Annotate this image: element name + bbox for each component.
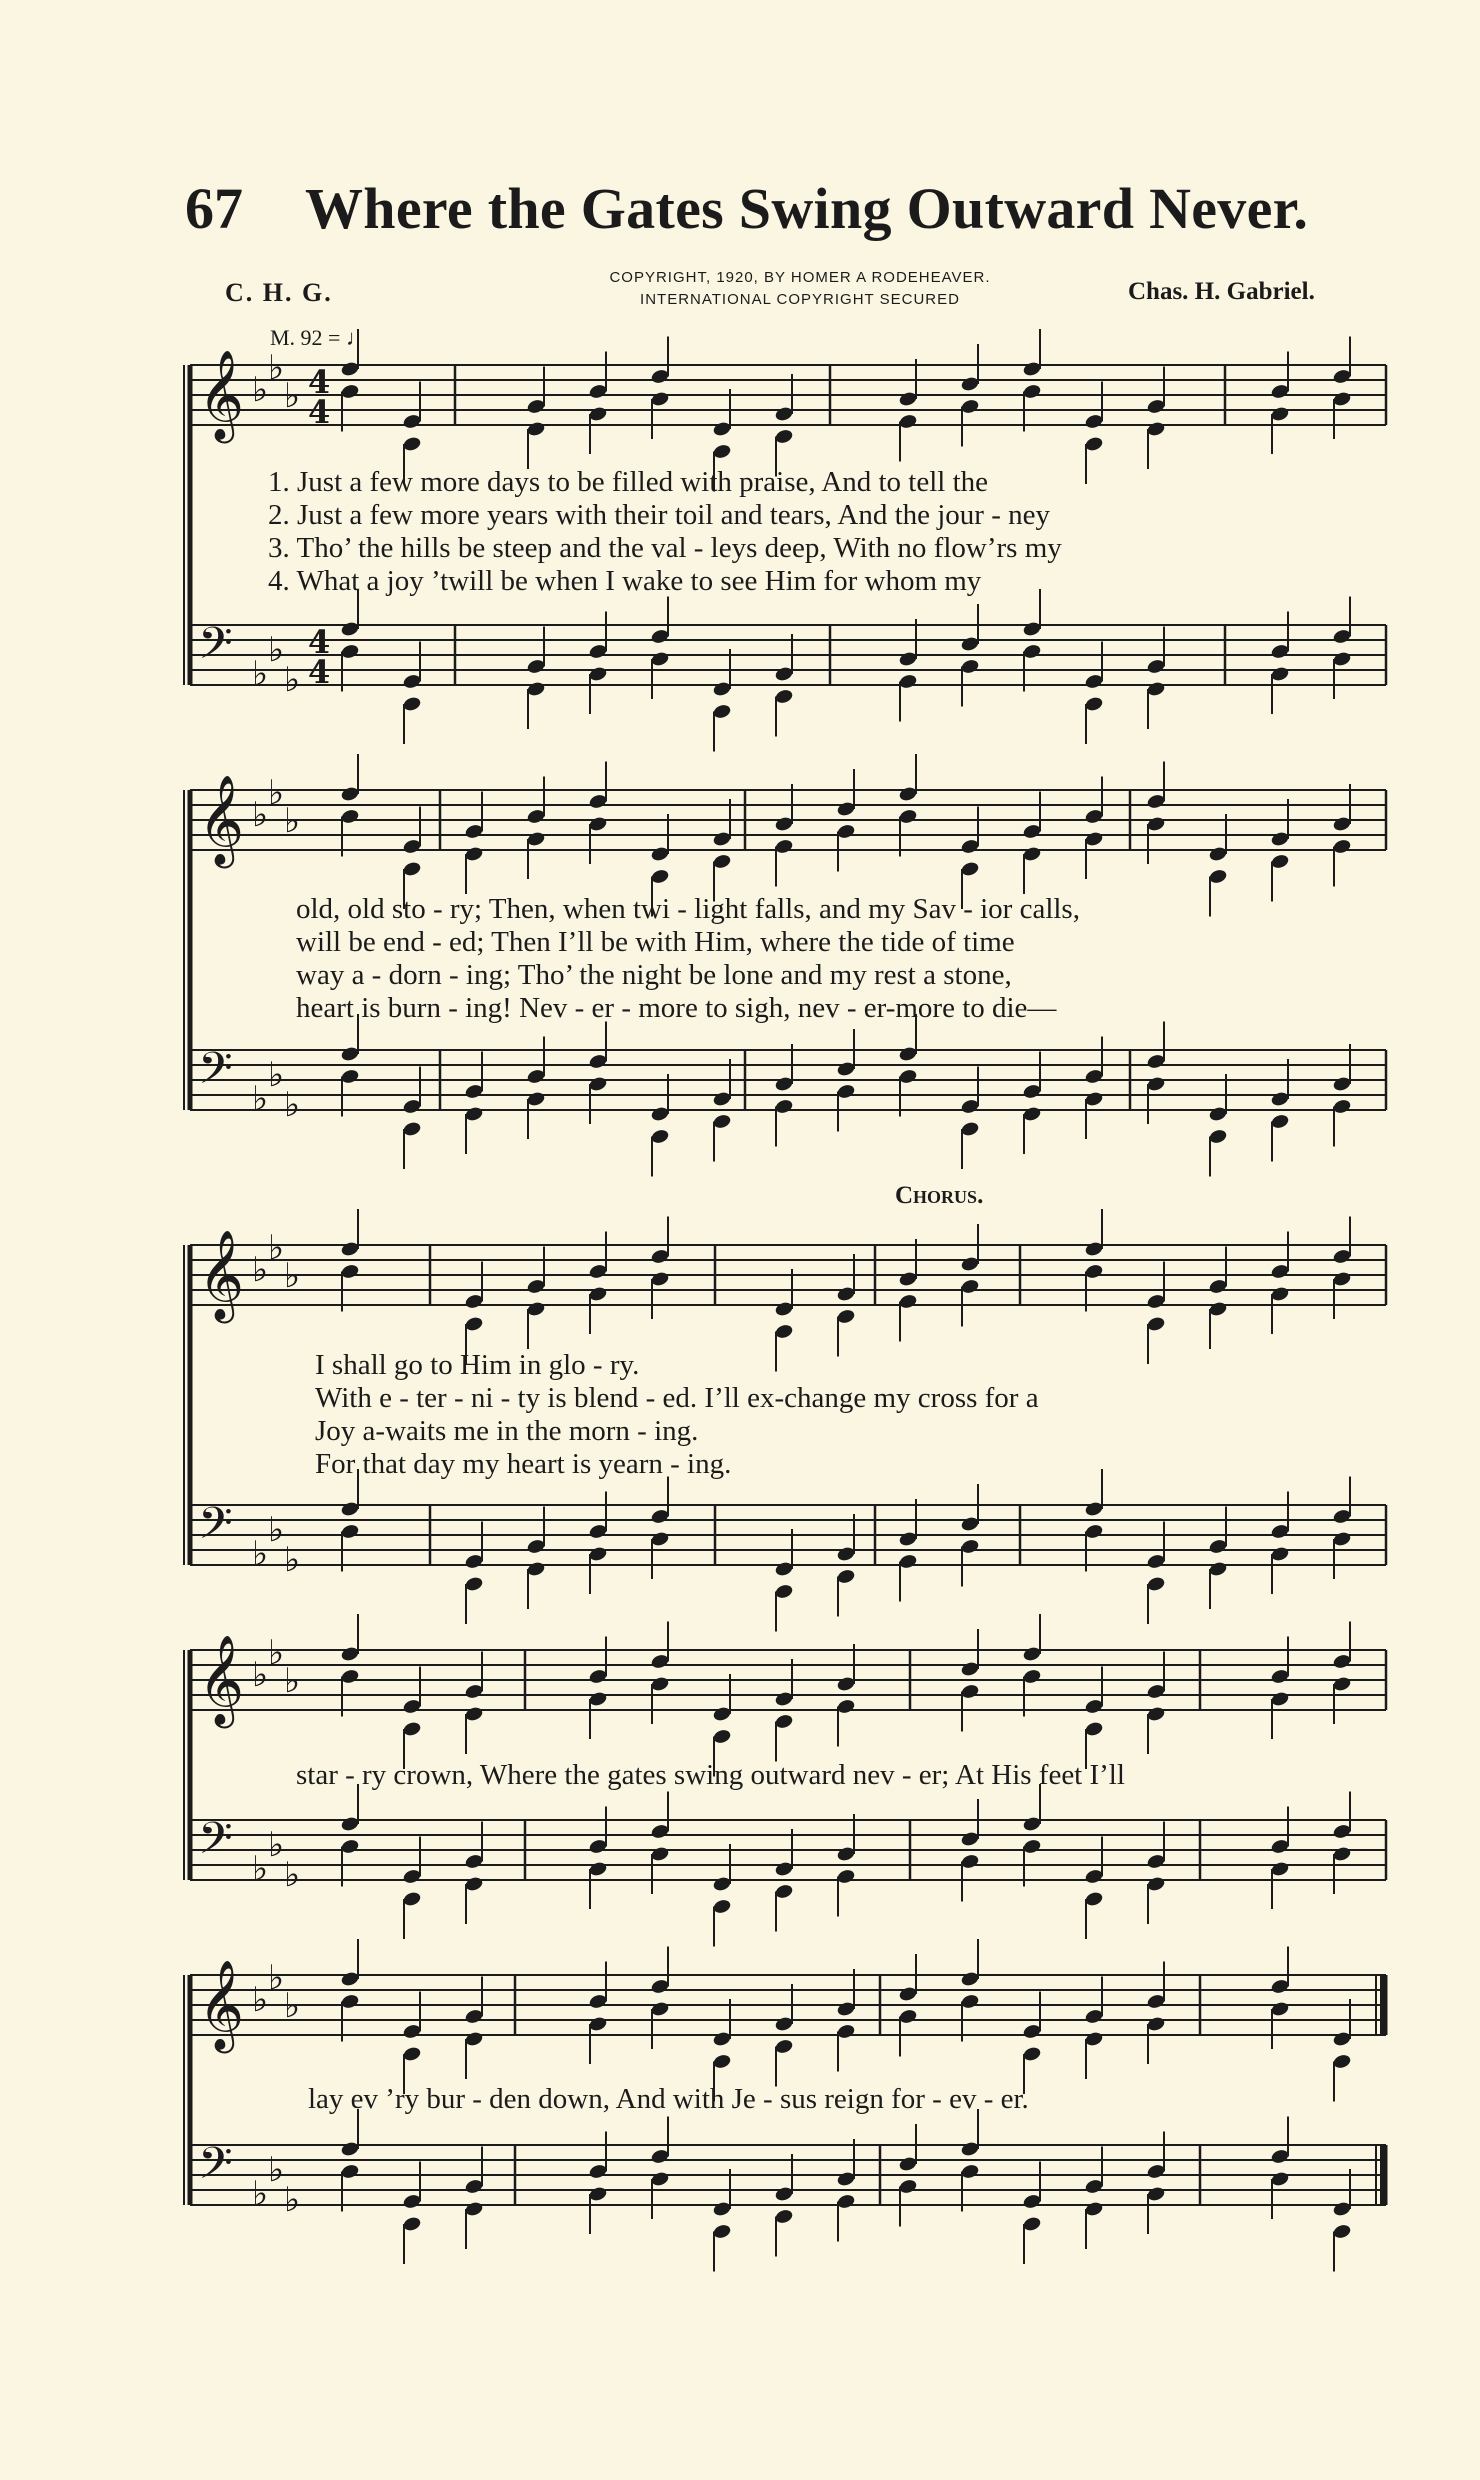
flat-sign-icon: ♭ [284, 1256, 301, 1296]
bass-clef-icon: 𝄢 [198, 617, 233, 680]
lyric-line: I shall go to Him in glo - ry. [315, 1349, 640, 1381]
flat-sign-icon: ♭ [284, 1661, 301, 1701]
lyric-line: old, old sto - ry; Then, when twi - light falls, and my Sav - ior calls, [296, 893, 1080, 925]
lyric-line: way a - dorn - ing; Tho’ the night be lone and my rest a stone, [296, 959, 1012, 991]
flat-sign-icon: ♭ [268, 773, 285, 813]
flat-sign-icon: ♭ [268, 1228, 285, 1268]
lyric-line: With e - ter - ni - ty is blend - ed. I’ll ex-change my cross for a [315, 1382, 1039, 1414]
flat-sign-icon: ♭ [252, 654, 269, 694]
flat-sign-icon: ♭ [268, 1633, 285, 1673]
lyric-line: For that day my heart is yearn - ing. [315, 1448, 732, 1480]
flat-sign-icon: ♭ [268, 2150, 285, 2190]
time-signature: 4 [308, 623, 331, 661]
lyric-line: star - ry crown, Where the gates swing outward nev - er; At His feet I’ll [296, 1759, 1125, 1791]
lyric-line: 2. Just a few more years with their toil and tears, And the jour - ney [268, 499, 1050, 531]
flat-sign-icon: ♭ [284, 1855, 301, 1895]
lyricist-credit: C. H. G. [225, 278, 333, 307]
treble-clef-icon: 𝄞 [198, 350, 245, 440]
hymn-number: 67 [185, 176, 243, 241]
lyric-line: 1. Just a few more days to be filled with praise, And to tell the [268, 466, 989, 498]
flat-sign-icon: ♭ [252, 2174, 269, 2214]
lyric-line: 4. What a joy ’twill be when I wake to see Him for whom my [268, 565, 982, 597]
bass-clef-icon: 𝄢 [198, 1497, 233, 1560]
flat-sign-icon: ♭ [252, 795, 269, 835]
lyric-line: heart is burn - ing! Nev - er - more to sigh, nev - er-more to die— [296, 992, 1057, 1024]
flat-sign-icon: ♭ [284, 376, 301, 416]
flat-sign-icon: ♭ [268, 1825, 285, 1865]
flat-sign-icon: ♭ [284, 660, 301, 700]
flat-sign-icon: ♭ [268, 1510, 285, 1550]
time-signature: 4 [308, 653, 331, 691]
hymn-title: Where the Gates Swing Outward Never. [305, 176, 1309, 241]
flat-sign-icon: ♭ [252, 1534, 269, 1574]
treble-clef-icon: 𝄞 [198, 1960, 245, 2050]
bass-clef-icon: 𝄢 [198, 2137, 233, 2200]
flat-sign-icon: ♭ [252, 1980, 269, 2020]
lyric-line: Joy a-waits me in the morn - ing. [315, 1415, 699, 1447]
flat-sign-icon: ♭ [252, 1079, 269, 1119]
lyric-line: 3. Tho’ the hills be steep and the val - leys deep, With no flow’rs my [268, 532, 1062, 564]
flat-sign-icon: ♭ [268, 348, 285, 388]
composer-credit: Chas. H. Gabriel. [1128, 278, 1315, 305]
copyright-line-2: INTERNATIONAL COPYRIGHT SECURED [640, 291, 960, 308]
flat-sign-icon: ♭ [284, 801, 301, 841]
treble-clef-icon: 𝄞 [198, 775, 245, 865]
flat-sign-icon: ♭ [284, 1085, 301, 1125]
treble-clef-icon: 𝄞 [198, 1635, 245, 1725]
flat-sign-icon: ♭ [252, 370, 269, 410]
chorus-label: Chorus. [895, 1182, 984, 1209]
bass-clef-icon: 𝄢 [198, 1812, 233, 1875]
flat-sign-icon: ♭ [268, 1055, 285, 1095]
flat-sign-icon: ♭ [252, 1655, 269, 1695]
flat-sign-icon: ♭ [284, 1540, 301, 1580]
bass-clef-icon: 𝄢 [198, 1042, 233, 1105]
flat-sign-icon: ♭ [268, 630, 285, 670]
flat-sign-icon: ♭ [268, 1958, 285, 1998]
lyric-line: lay ev ’ry bur - den down, And with Je - sus reign for - ev - er. [308, 2083, 1029, 2115]
lyric-line: will be end - ed; Then I’ll be with Him, where the tide of time [296, 926, 1015, 958]
copyright-line-1: COPYRIGHT, 1920, BY HOMER A RODEHEAVER. [609, 269, 991, 286]
flat-sign-icon: ♭ [284, 1986, 301, 2026]
treble-clef-icon: 𝄞 [198, 1230, 245, 1320]
flat-sign-icon: ♭ [252, 1250, 269, 1290]
time-signature: 4 [308, 393, 331, 431]
flat-sign-icon: ♭ [284, 2180, 301, 2220]
metronome-marking: M. 92 = ♩ [270, 325, 368, 350]
time-signature: 4 [308, 363, 331, 401]
flat-sign-icon: ♭ [252, 1849, 269, 1889]
